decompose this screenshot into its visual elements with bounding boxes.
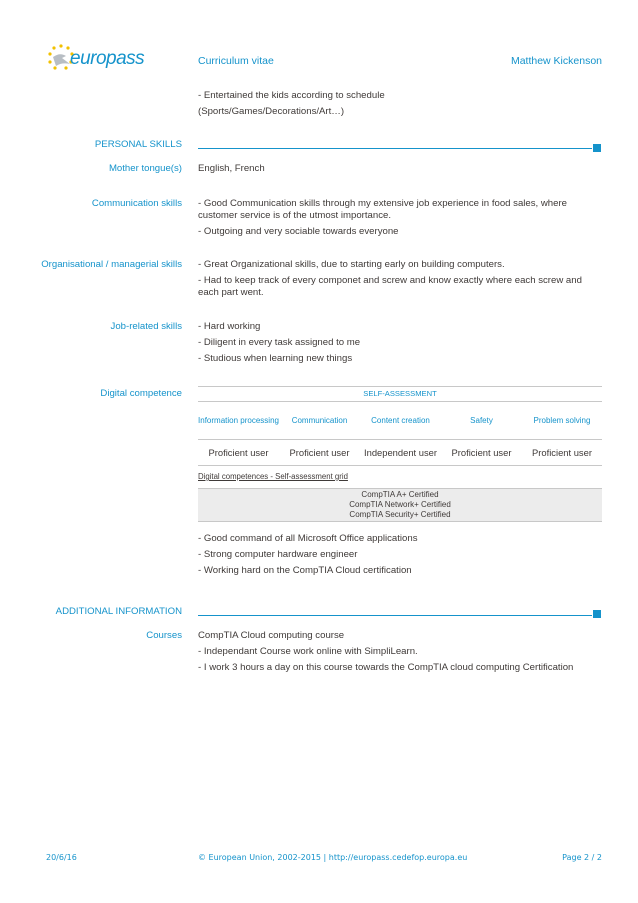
value-safety: Proficient user (451, 447, 512, 458)
certification: CompTIA Network+ Certified (349, 500, 451, 509)
section-title-personal-skills: PERSONAL SKILLS (94, 139, 182, 150)
organisational-line: - Great Organizational skills, due to starting early on building computers. (198, 259, 505, 270)
courses-line: CompTIA Cloud computing course (198, 630, 345, 641)
job-line: - Studious when learning new things (198, 353, 353, 364)
doc-title: Curriculum vitae (198, 55, 274, 67)
digital-line: - Good command of all Microsoft Office applications (198, 533, 418, 544)
footer-page-number: Page 2 / 2 (562, 853, 602, 862)
col-problem-solving: Problem solving (533, 416, 591, 425)
certifications-box (198, 488, 602, 522)
value-problem-solving: Proficient user (532, 447, 592, 458)
digital-line: - Working hard on the CompTIA Cloud certification (198, 565, 412, 576)
col-information-processing: Information processing (198, 416, 279, 425)
footer-copyright[interactable]: © European Union, 2002-2015 | http://europass.cedefop.europa.eu (198, 853, 468, 862)
courses-block (198, 630, 602, 678)
certification: CompTIA A+ Certified (361, 490, 439, 499)
organisational-block (198, 259, 602, 303)
job-line: - Diligent in every task assigned to me (198, 337, 361, 348)
digital-line: - Strong computer hardware engineer (198, 549, 358, 560)
mother-tongue-value: English, French (198, 163, 265, 174)
section-marker (593, 610, 601, 618)
communication-line: - Outgoing and very sociable towards everyone (198, 226, 399, 237)
mother-tongue-label: Mother tongue(s) (108, 163, 182, 174)
footer-date: 20/6/16 (46, 853, 77, 862)
certification: CompTIA Security+ Certified (349, 510, 451, 519)
intro-line: (Sports/Games/Decorations/Art…) (198, 106, 345, 117)
organisational-line: - Had to keep track of every componet and screw and know exactly where each screw and each part went. (198, 275, 582, 298)
self-assessment-header: SELF-ASSESSMENT (198, 386, 602, 402)
table-divider (198, 465, 602, 466)
courses-line: - I work 3 hours a day on this course towards the CompTIA cloud computing Certification (198, 662, 574, 673)
table-divider (198, 439, 602, 440)
value-content-creation: Independent user (364, 447, 437, 458)
digital-block (198, 533, 602, 581)
courses-line: - Independant Course work online with SimpliLearn. (198, 646, 418, 657)
job-line: - Hard working (198, 321, 261, 332)
value-communication: Proficient user (289, 447, 350, 458)
communication-line: - Good Communication skills through my extensive job experience in food sales, where customer service is of the utmost importance. (198, 198, 568, 221)
communication-block (198, 198, 602, 242)
col-safety: Safety (470, 416, 493, 425)
person-name: Matthew Kickenson (510, 55, 602, 67)
value-information-processing: Proficient user (208, 447, 269, 458)
col-content-creation: Content creation (371, 416, 430, 425)
section-marker (593, 144, 601, 152)
courses-label: Courses (146, 630, 182, 641)
section-divider (198, 148, 592, 149)
europass-logo (44, 42, 144, 76)
section-title-additional-information: ADDITIONAL INFORMATION (55, 606, 182, 617)
communication-label: Communication skills (91, 198, 182, 209)
section-divider (198, 615, 592, 616)
job-related-label: Job-related skills (110, 321, 182, 332)
intro-block (198, 90, 602, 122)
digital-competence-label: Digital competence (100, 388, 182, 399)
logo-text: europass (70, 48, 145, 69)
organisational-label: Organisational / managerial skills (41, 259, 182, 270)
intro-line: - Entertained the kids according to schedule (198, 90, 385, 101)
job-related-block (198, 321, 602, 369)
col-communication: Communication (291, 416, 348, 425)
self-assessment-grid-link[interactable]: Digital competences - Self-assessment grid (198, 472, 348, 481)
